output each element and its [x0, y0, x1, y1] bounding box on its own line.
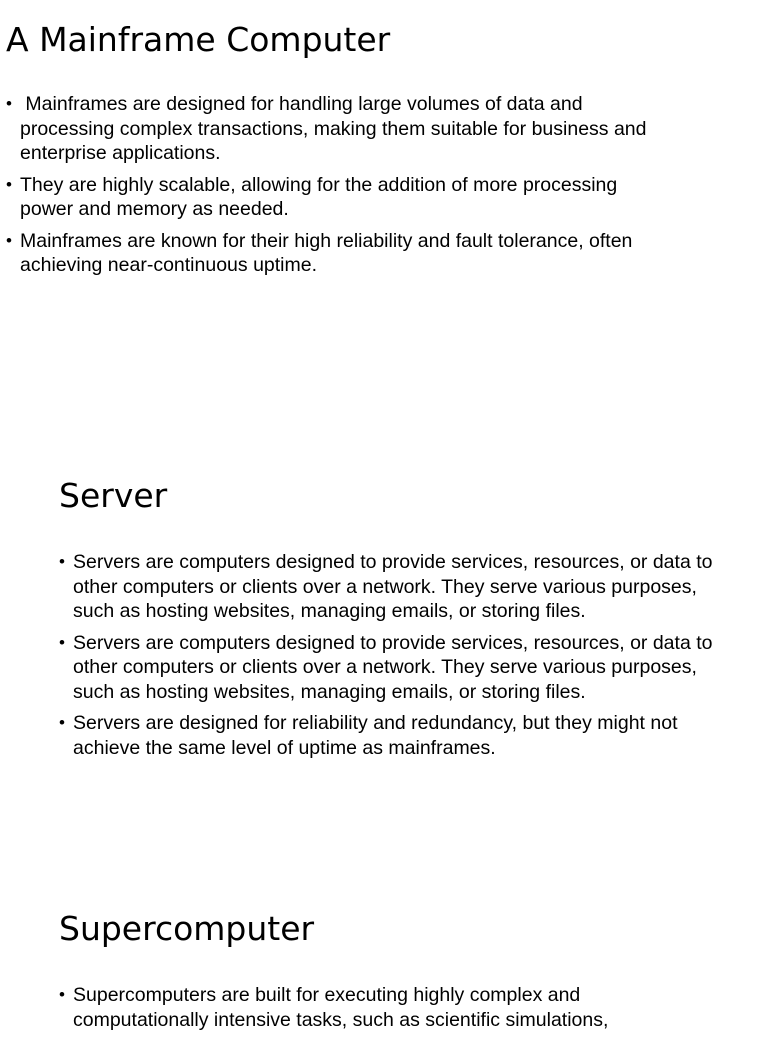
list-item: [6, 229, 666, 278]
slide-mainframe: [0, 0, 768, 300]
list-item: [59, 711, 719, 760]
list-item: [59, 550, 719, 624]
list-item: [6, 92, 666, 166]
slide-title: A Mainframe Computer: [6, 20, 391, 59]
bullet-list: [59, 983, 719, 1039]
bullet-text: Mainframes are designed for handling large volumes of data and processing complex transactions, making them suitable for business and enterprise applications.: [20, 93, 652, 164]
bullet-list: [59, 550, 719, 767]
bullet-text: They are highly scalable, allowing for the addition of more processing power and memory as needed.: [20, 173, 618, 220]
bullet-text: Servers are computers designed to provide services, resources, or data to other computers or clients over a network. They serve various purposes, such as hosting websites, managing emails, or storing files.: [73, 551, 713, 622]
bullet-text: Mainframes are known for their high reliability and fault tolerance, often achieving near-continuous uptime.: [20, 229, 633, 276]
bullet-icon: •: [59, 552, 65, 571]
bullet-icon: •: [59, 713, 65, 732]
bullet-icon: •: [6, 230, 12, 250]
slide-supercomputer: [0, 905, 768, 1031]
bullet-icon: •: [6, 94, 12, 113]
bullet-text: Servers are designed for reliability and redundancy, but they might not achieve the same level of uptime as mainframes.: [73, 712, 678, 759]
bullet-icon: •: [59, 985, 65, 1004]
slide-server: [0, 470, 768, 780]
slide-title: Server: [59, 476, 168, 515]
bullet-icon: •: [6, 174, 12, 194]
list-item: [59, 983, 719, 1032]
bullet-text: Supercomputers are built for executing highly complex and computationally intensive tasks, such as scientific simulations,: [73, 984, 609, 1031]
bullet-text: Servers are computers designed to provide services, resources, or data to other computers or clients over a network. They serve various purposes, such as hosting websites, managing emails, or storing files.: [73, 631, 713, 703]
list-item: [59, 631, 719, 705]
list-item: [6, 173, 666, 222]
slide-title: Supercomputer: [59, 909, 315, 948]
bullet-list: [6, 92, 666, 285]
bullet-icon: •: [59, 632, 65, 652]
